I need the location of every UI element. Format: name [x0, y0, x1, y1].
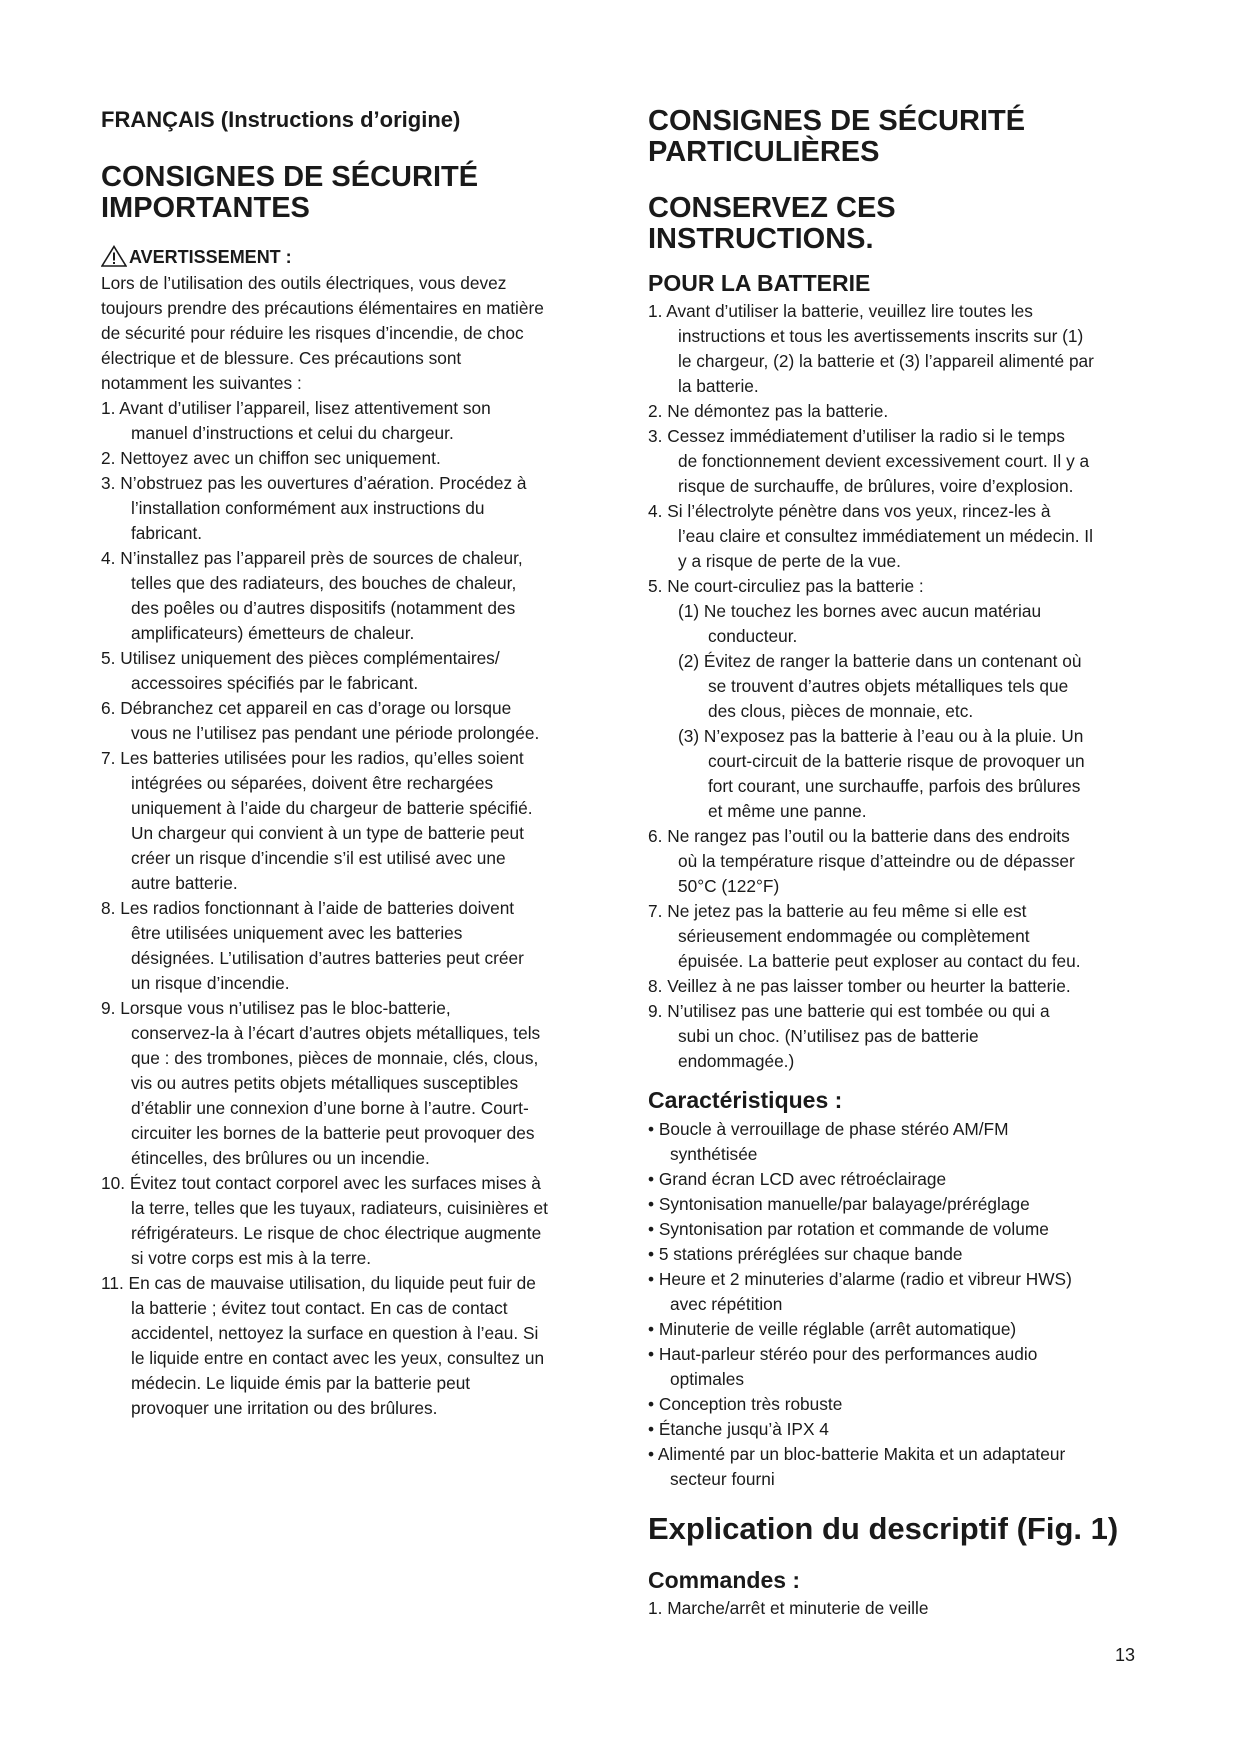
feature-item-text: • Minuterie de veille réglable (arrêt automatique)	[648, 1319, 1017, 1339]
sub-list-item	[648, 599, 1158, 649]
list-item-text: l’installation conformément aux instructions du	[131, 498, 485, 518]
title-line: CONSERVEZ CES	[648, 192, 896, 224]
safety-instructions-list	[101, 396, 611, 1421]
list-item-text: uniquement à l’aide du chargeur de batterie spécifié.	[131, 798, 533, 818]
feature-item-text: • Grand écran LCD avec rétroéclairage	[648, 1169, 947, 1189]
list-item-text: autre batterie.	[131, 873, 238, 893]
list-item-text: y a risque de perte de la vue.	[678, 551, 901, 571]
list-item	[648, 299, 1158, 399]
feature-item-text: • Syntonisation manuelle/par balayage/préréglage	[648, 1194, 1030, 1214]
list-item-text: si votre corps est mis à la terre.	[131, 1248, 372, 1268]
list-item	[648, 499, 1158, 574]
sub-list-item-text: court-circuit de la batterie risque de provoquer un	[708, 751, 1085, 771]
list-item	[101, 471, 611, 546]
explanation-heading: Explication du descriptif (Fig. 1)	[648, 1511, 1119, 1546]
list-item-text: désignées. L’utilisation d’autres batteries peut créer	[131, 948, 524, 968]
list-item-text: 10. Évitez tout contact corporel avec les surfaces mises à	[101, 1173, 541, 1193]
feature-item	[648, 1342, 1158, 1392]
list-item-text: provoquer une irritation ou des brûlures.	[131, 1398, 438, 1418]
feature-item-text: • 5 stations préréglées sur chaque bande	[648, 1244, 963, 1264]
list-item-text: 6. Ne rangez pas l’outil ou la batterie dans des endroits	[648, 826, 1070, 846]
list-item-text: 7. Les batteries utilisées pour les radios, qu’elles soient	[101, 748, 524, 768]
list-item-text: manuel d’instructions et celui du chargeur.	[131, 423, 454, 443]
list-item-text: 11. En cas de mauvaise utilisation, du liquide peut fuir de	[101, 1273, 536, 1293]
feature-item	[648, 1192, 1158, 1217]
list-item-text: épuisée. La batterie peut exploser au contact du feu.	[678, 951, 1081, 971]
intro-line: électrique et de blessure. Ces précautions sont	[101, 348, 462, 368]
feature-item	[648, 1317, 1158, 1342]
command-item: 1. Marche/arrêt et minuterie de veille	[648, 1598, 929, 1618]
list-item-text: être utilisées uniquement avec les batteries	[131, 923, 463, 943]
list-item	[648, 574, 1158, 824]
list-item-text: 5. Utilisez uniquement des pièces complémentaires/	[101, 648, 500, 668]
list-item	[101, 896, 611, 996]
list-item-text: où la température risque d’atteindre ou de dépasser	[678, 851, 1075, 871]
intro-line: de sécurité pour réduire les risques d’incendie, de choc	[101, 323, 524, 343]
list-item-text: 8. Les radios fonctionnant à l’aide de batteries doivent	[101, 898, 515, 918]
list-item-text: 3. Cessez immédiatement d’utiliser la radio si le temps	[648, 426, 1065, 446]
commands-heading: Commandes :	[648, 1567, 801, 1593]
feature-item-text: synthétisée	[670, 1144, 758, 1164]
feature-item-text: • Conception très robuste	[648, 1394, 843, 1414]
list-item-text: 1. Avant d’utiliser la batterie, veuillez lire toutes les	[648, 301, 1033, 321]
intro-line: notamment les suivantes :	[101, 373, 302, 393]
list-item-text: étincelles, des brûlures ou un incendie.	[131, 1148, 430, 1168]
list-item-text: vous ne l’utilisez pas pendant une période prolongée.	[131, 723, 540, 743]
battery-heading: POUR LA BATTERIE	[648, 270, 871, 296]
list-item	[101, 746, 611, 896]
feature-item	[648, 1117, 1158, 1167]
list-item-text: 7. Ne jetez pas la batterie au feu même si elle est	[648, 901, 1027, 921]
feature-item-text: avec répétition	[670, 1294, 783, 1314]
list-item-text: 9. N’utilisez pas une batterie qui est tombée ou qui a	[648, 1001, 1050, 1021]
intro-line: Lors de l’utilisation des outils électriques, vous devez	[101, 273, 507, 293]
list-item-text: d’établir une connexion d’une borne à l’autre. Court-	[131, 1098, 529, 1118]
list-item-text: 8. Veillez à ne pas laisser tomber ou heurter la batterie.	[648, 976, 1071, 996]
title-line: CONSIGNES DE SÉCURITÉ	[648, 105, 1026, 137]
list-item-text: 9. Lorsque vous n’utilisez pas le bloc-batterie,	[101, 998, 451, 1018]
list-item-text: circuiter les bornes de la batterie peut provoquer des	[131, 1123, 535, 1143]
title-line: INSTRUCTIONS.	[648, 223, 874, 255]
sub-list-item-text: fort courant, une surchauffe, parfois des brûlures	[708, 776, 1081, 796]
list-item	[101, 546, 611, 646]
list-item-text: 2. Nettoyez avec un chiffon sec uniquement.	[101, 448, 441, 468]
battery-instructions-list	[648, 299, 1158, 1074]
features-list	[648, 1117, 1158, 1492]
list-item-text: conservez-la à l’écart d’autres objets métalliques, tels	[131, 1023, 541, 1043]
feature-item	[648, 1417, 1158, 1442]
sub-list-item-text: conducteur.	[708, 626, 798, 646]
list-item-text: vis ou autres petits objets métalliques susceptibles	[131, 1073, 519, 1093]
sub-list-item-text: (2) Évitez de ranger la batterie dans un contenant où	[678, 651, 1082, 671]
list-item	[648, 424, 1158, 499]
feature-item	[648, 1442, 1158, 1492]
list-item-text: 4. N’installez pas l’appareil près de sources de chaleur,	[101, 548, 523, 568]
sub-list-item	[648, 724, 1158, 824]
keep-instructions-title	[648, 193, 896, 255]
feature-item	[648, 1267, 1158, 1317]
list-item-text: 2. Ne démontez pas la batterie.	[648, 401, 889, 421]
list-item-text: l’eau claire et consultez immédiatement un médecin. Il	[678, 526, 1093, 546]
feature-item-text: • Heure et 2 minuteries d’alarme (radio et vibreur HWS)	[648, 1269, 1072, 1289]
warning-label: AVERTISSEMENT :	[129, 247, 292, 267]
title-line: PARTICULIÈRES	[648, 136, 880, 168]
list-item-text: sérieusement endommagée ou complètement	[678, 926, 1030, 946]
feature-item-text: optimales	[670, 1369, 744, 1389]
feature-item	[648, 1217, 1158, 1242]
sub-list-item-text: et même une panne.	[708, 801, 867, 821]
list-item-text: des poêles ou d’autres dispositifs (notamment des	[131, 598, 516, 618]
list-item	[648, 824, 1158, 899]
list-item-text: la batterie ; évitez tout contact. En cas de contact	[131, 1298, 508, 1318]
list-item-text: intégrées ou séparées, doivent être rechargées	[131, 773, 494, 793]
intro-line: toujours prendre des précautions élémentaires en matière	[101, 298, 544, 318]
list-item-text: 4. Si l’électrolyte pénètre dans vos yeux, rincez-les à	[648, 501, 1051, 521]
feature-item	[648, 1242, 1158, 1267]
list-item-text: 5. Ne court-circuliez pas la batterie :	[648, 576, 924, 596]
list-item-text: médecin. Le liquide émis par la batterie peut	[131, 1373, 471, 1393]
sub-list-item-text: (1) Ne touchez les bornes avec aucun matériau	[678, 601, 1042, 621]
commands-list	[648, 1596, 1158, 1621]
feature-item-text: • Syntonisation par rotation et commande de volume	[648, 1219, 1049, 1239]
page-number: 13	[1115, 1645, 1136, 1665]
important-safety-title	[101, 162, 478, 224]
list-item	[648, 974, 1158, 999]
list-item	[101, 446, 611, 471]
list-item	[101, 1171, 611, 1271]
list-item-text: la batterie.	[678, 376, 759, 396]
list-item-text: fabricant.	[131, 523, 203, 543]
list-item-text: amplificateurs) émetteurs de chaleur.	[131, 623, 415, 643]
features-heading: Caractéristiques :	[648, 1087, 843, 1113]
feature-item-text: • Boucle à verrouillage de phase stéréo AM/FM	[648, 1119, 1009, 1139]
list-item-text: 3. N’obstruez pas les ouvertures d’aération. Procédez à	[101, 473, 527, 493]
sub-list-item	[648, 649, 1158, 724]
sub-list-item-text: (3) N’exposez pas la batterie à l’eau ou à la pluie. Un	[678, 726, 1084, 746]
feature-item-text: • Alimenté par un bloc-batterie Makita et un adaptateur	[648, 1444, 1066, 1464]
list-item-text: telles que des radiateurs, des bouches de chaleur,	[131, 573, 517, 593]
feature-item	[648, 1392, 1158, 1417]
list-item-text: la terre, telles que les tuyaux, radiateurs, cuisinières et	[131, 1198, 548, 1218]
list-item-text: de fonctionnement devient excessivement court. Il y a	[678, 451, 1090, 471]
title-line: IMPORTANTES	[101, 192, 310, 224]
specific-safety-title	[648, 106, 1025, 168]
list-item	[648, 899, 1158, 974]
list-item-text: subi un choc. (N’utilisez pas de batterie	[678, 1026, 979, 1046]
feature-item-text: • Étanche jusqu’à IPX 4	[648, 1419, 829, 1439]
sub-list-item-text: des clous, pièces de monnaie, etc.	[708, 701, 974, 721]
list-item-text: un risque d’incendie.	[131, 973, 290, 993]
list-item	[648, 399, 1158, 424]
list-item-text: réfrigérateurs. Le risque de choc électrique augmente	[131, 1223, 542, 1243]
title-line: CONSIGNES DE SÉCURITÉ	[101, 161, 479, 193]
list-item	[648, 999, 1158, 1074]
list-item-text: instructions et tous les avertissements inscrits sur (1)	[678, 326, 1084, 346]
list-item	[101, 696, 611, 746]
list-item	[101, 396, 611, 446]
warning-heading	[101, 245, 292, 268]
warning-intro	[101, 271, 601, 396]
list-item-text: créer un risque d’incendie s’il est utilisé avec une	[131, 848, 506, 868]
sub-list-item-text: se trouvent d’autres objets métalliques tels que	[708, 676, 1069, 696]
list-item-text: accidentel, nettoyez la surface en question à l’eau. Si	[131, 1323, 539, 1343]
list-item-text: que : des trombones, pièces de monnaie, clés, clous,	[131, 1048, 539, 1068]
list-item	[101, 996, 611, 1171]
list-item-text: le chargeur, (2) la batterie et (3) l’appareil alimenté par	[678, 351, 1094, 371]
feature-item-text: • Haut-parleur stéréo pour des performances audio	[648, 1344, 1038, 1364]
list-item	[101, 646, 611, 696]
list-item-text: 6. Débranchez cet appareil en cas d’orage ou lorsque	[101, 698, 512, 718]
feature-item-text: secteur fourni	[670, 1469, 775, 1489]
list-item-text: accessoires spécifiés par le fabricant.	[131, 673, 419, 693]
list-item-text: 50°C (122°F)	[678, 876, 780, 896]
warning-triangle-icon	[101, 245, 127, 267]
feature-item	[648, 1167, 1158, 1192]
list-item-text: endommagée.)	[678, 1051, 795, 1071]
list-item-text: risque de surchauffe, de brûlures, voire d’explosion.	[678, 476, 1074, 496]
list-item-text: Un chargeur qui convient à un type de batterie peut	[131, 823, 524, 843]
list-item	[101, 1271, 611, 1421]
list-item-text: 1. Avant d’utiliser l’appareil, lisez attentivement son	[101, 398, 491, 418]
list-item-text: le liquide entre en contact avec les yeux, consultez un	[131, 1348, 545, 1368]
language-header: FRANÇAIS (Instructions d’origine)	[101, 107, 461, 132]
